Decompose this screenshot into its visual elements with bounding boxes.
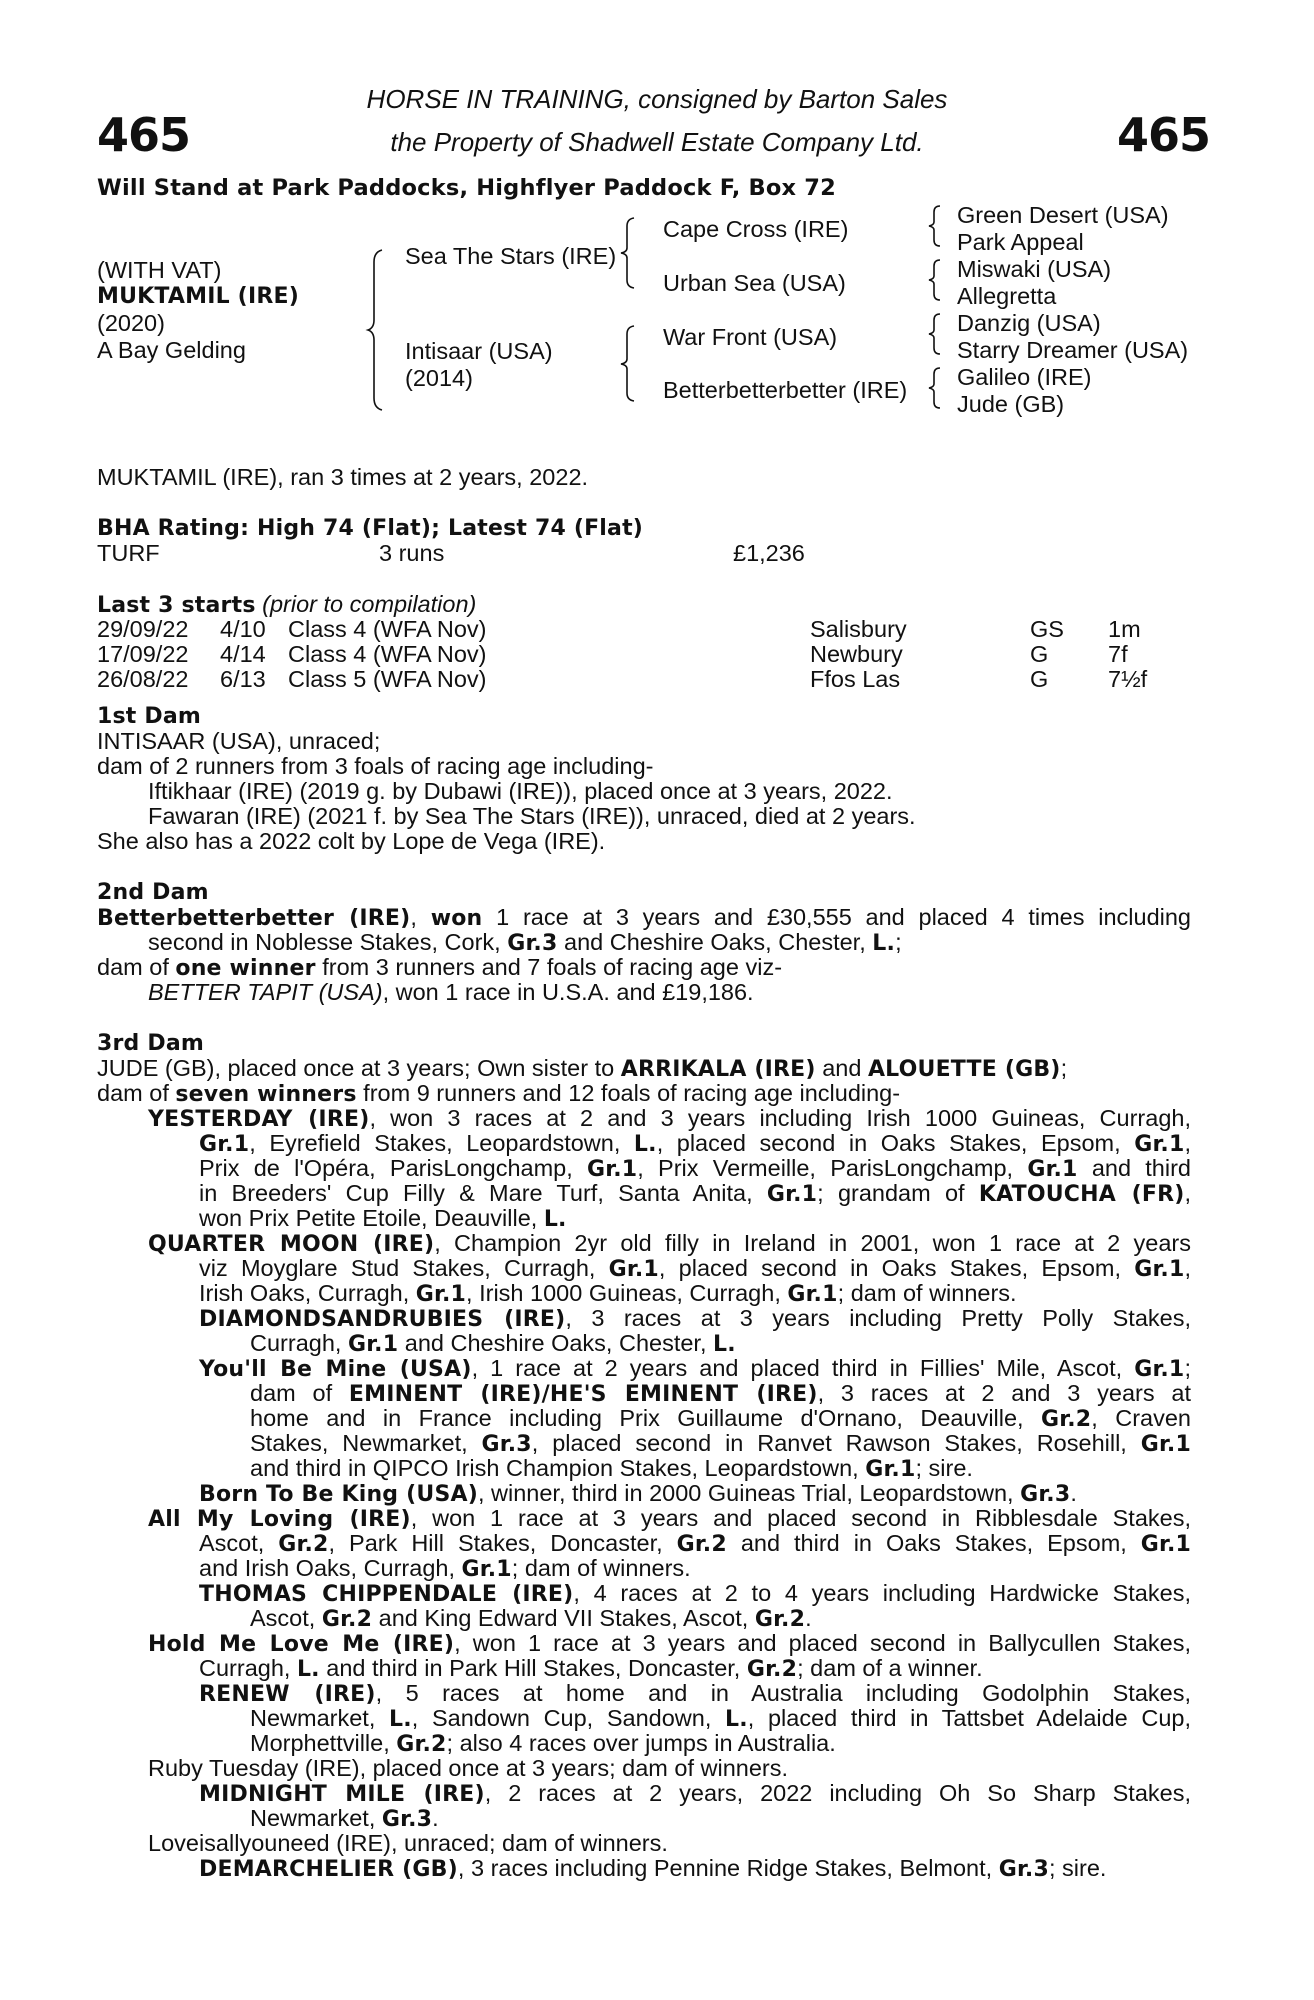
- start-course: Salisbury: [810, 616, 907, 642]
- produce-entry: Hold Me Love Me (IRE), won 1 race at 3 years and placed second in Ballycullen Stakes,: [148, 1630, 1192, 1657]
- start-race: Class 4 (WFA Nov): [288, 616, 487, 642]
- produce-entry: viz Moyglare Stud Stakes, Curragh, Gr.1, placed second in Oaks Stakes, Epsom, Gr.1,: [199, 1255, 1192, 1282]
- produce-entry: Newmarket, Gr.3.: [250, 1805, 439, 1832]
- last-starts-title: Last 3 starts: [97, 593, 256, 618]
- first-dam-line: She also has a 2022 colt by Lope de Vega (IRE).: [97, 828, 606, 854]
- pedigree-dam-year: (2014): [405, 365, 473, 391]
- pedigree-sire-dam: Urban Sea (USA): [663, 270, 846, 296]
- produce-entry: QUARTER MOON (IRE), Champion 2yr old filly in Ireland in 2001, won 1 race at 2 years: [148, 1230, 1191, 1257]
- start-date: 26/08/22: [97, 666, 189, 692]
- pedigree-brace-1: [370, 250, 390, 410]
- last-starts-heading: [97, 592, 476, 618]
- start-going: G: [1030, 666, 1049, 692]
- first-dam-foal: Fawaran (IRE) (2021 f. by Sea The Stars (IRE)), unraced, died at 2 years.: [148, 803, 916, 829]
- start-race: Class 5 (WFA Nov): [288, 666, 487, 692]
- third-dam-line: JUDE (GB), placed once at 3 years; Own sister to ARRIKALA (IRE) and ALOUETTE (GB);: [97, 1055, 1068, 1082]
- pedigree-brace-7: [930, 368, 950, 408]
- produce-entry: dam of EMINENT (IRE)/HE'S EMINENT (IRE), 3 races at 2 and 3 years at: [250, 1380, 1191, 1407]
- produce-entry: DIAMONDSANDRUBIES (IRE), 3 races at 3 years including Pretty Polly Stakes,: [199, 1305, 1191, 1332]
- rating-surface: TURF: [97, 540, 160, 566]
- pedigree-dam: Intisaar (USA): [405, 338, 553, 364]
- pedigree-sss: Green Desert (USA): [957, 202, 1169, 228]
- second-dam-heading: 2nd Dam: [97, 880, 209, 905]
- produce-entry: Gr.1, Eyrefield Stakes, Leopardstown, L., placed second in Oaks Stakes, Epsom, Gr.1,: [199, 1130, 1191, 1157]
- rating-runs: 3 runs: [379, 540, 445, 566]
- pedigree-brace-4: [930, 206, 950, 246]
- race-summary: MUKTAMIL (IRE), ran 3 times at 2 years, 2022.: [97, 464, 589, 490]
- pedigree-dds: Galileo (IRE): [957, 364, 1092, 390]
- pedigree-brace-2: [622, 218, 642, 288]
- produce-entry: YESTERDAY (IRE), won 3 races at 2 and 3 years including Irish 1000 Guineas, Curragh,: [148, 1105, 1191, 1132]
- horse-description: A Bay Gelding: [97, 337, 246, 363]
- second-dam-line: Betterbetterbetter (IRE), won 1 race at 3 years and £30,555 and placed 4 times including: [97, 904, 1191, 931]
- produce-entry: home and in France including Prix Guillaume d'Ornano, Deauville, Gr.2, Craven: [250, 1405, 1191, 1432]
- start-course: Ffos Las: [810, 666, 901, 692]
- second-dam-line: second in Noblesse Stakes, Cork, Gr.3 and Cheshire Oaks, Chester, L.;: [148, 929, 902, 956]
- pedigree-sire-sire: Cape Cross (IRE): [663, 216, 849, 242]
- vat-note: (WITH VAT): [97, 257, 222, 283]
- third-dam-heading: 3rd Dam: [97, 1031, 204, 1056]
- start-position: 4/10: [220, 616, 266, 642]
- first-dam-heading: 1st Dam: [97, 704, 202, 729]
- produce-entry: DEMARCHELIER (GB), 3 races including Pennine Ridge Stakes, Belmont, Gr.3; sire.: [199, 1855, 1107, 1882]
- start-position: 4/14: [220, 641, 266, 667]
- produce-entry: won Prix Petite Etoile, Deauville, L.: [199, 1205, 567, 1232]
- pedigree-brace-5: [930, 260, 950, 300]
- rating-earnings: £1,236: [733, 540, 805, 566]
- pedigree-dam-dam: Betterbetterbetter (IRE): [663, 377, 908, 403]
- pedigree-dsd: Starry Dreamer (USA): [957, 337, 1189, 363]
- produce-entry: Curragh, L. and third in Park Hill Stakes, Doncaster, Gr.2; dam of a winner.: [199, 1655, 983, 1682]
- first-dam-line: dam of 2 runners from 3 foals of racing age including-: [97, 753, 654, 779]
- pedigree-ssd: Park Appeal: [957, 229, 1084, 255]
- produce-entry: Ruby Tuesday (IRE), placed once at 3 years; dam of winners.: [148, 1755, 789, 1781]
- produce-entry: Ascot, Gr.2 and King Edward VII Stakes, Ascot, Gr.2.: [250, 1605, 812, 1632]
- consignor-line: HORSE IN TRAINING, consigned by Barton Sales: [366, 84, 948, 114]
- bha-rating: BHA Rating: High 74 (Flat); Latest 74 (Flat): [97, 516, 644, 541]
- pedigree-brace-6: [930, 314, 950, 354]
- start-going: GS: [1030, 616, 1064, 642]
- horse-year: (2020): [97, 310, 165, 336]
- produce-entry: Morphettville, Gr.2; also 4 races over jumps in Australia.: [250, 1730, 836, 1757]
- second-dam-line: dam of one winner from 3 runners and 7 foals of racing age viz-: [97, 954, 783, 981]
- produce-entry: You'll Be Mine (USA), 1 race at 2 years and placed third in Fillies' Mile, Ascot, Gr.1;: [199, 1355, 1191, 1382]
- horse-name: MUKTAMIL (IRE): [97, 284, 299, 309]
- pedigree-dam-sire: War Front (USA): [663, 324, 838, 350]
- pedigree-dss: Danzig (USA): [957, 310, 1101, 336]
- start-distance: 7f: [1108, 641, 1128, 667]
- first-dam-foal: Iftikhaar (IRE) (2019 g. by Dubawi (IRE)), placed once at 3 years, 2022.: [148, 778, 893, 804]
- second-dam-produce: BETTER TAPIT (USA), won 1 race in U.S.A. and £19,186.: [148, 979, 754, 1005]
- pedigree-brace-3: [622, 326, 642, 401]
- lot-number-left: 465: [97, 108, 191, 162]
- produce-entry: All My Loving (IRE), won 1 race at 3 years and placed second in Ribblesdale Stakes,: [148, 1505, 1192, 1532]
- produce-entry: and Irish Oaks, Curragh, Gr.1; dam of winners.: [199, 1555, 691, 1582]
- start-distance: 7½f: [1108, 666, 1148, 692]
- produce-entry: Prix de l'Opéra, ParisLongchamp, Gr.1, Prix Vermeille, ParisLongchamp, Gr.1 and third: [199, 1155, 1191, 1182]
- property-line: the Property of Shadwell Estate Company Ltd.: [390, 127, 924, 157]
- start-distance: 1m: [1108, 616, 1141, 642]
- produce-entry: Curragh, Gr.1 and Cheshire Oaks, Chester, L.: [250, 1330, 736, 1357]
- pedigree-sds: Miswaki (USA): [957, 256, 1112, 282]
- start-date: 17/09/22: [97, 641, 189, 667]
- produce-entry: MIDNIGHT MILE (IRE), 2 races at 2 years, 2022 including Oh So Sharp Stakes,: [199, 1780, 1192, 1807]
- lot-number-right: 465: [1117, 108, 1211, 162]
- produce-entry: Irish Oaks, Curragh, Gr.1, Irish 1000 Guineas, Curragh, Gr.1; dam of winners.: [199, 1280, 1017, 1307]
- produce-entry: Loveisallyouneed (IRE), unraced; dam of winners.: [148, 1830, 668, 1856]
- produce-entry: in Breeders' Cup Filly & Mare Turf, Santa Anita, Gr.1; grandam of KATOUCHA (FR),: [199, 1180, 1191, 1207]
- produce-entry: RENEW (IRE), 5 races at home and in Australia including Godolphin Stakes,: [199, 1680, 1191, 1707]
- last-starts-note: (prior to compilation): [262, 591, 477, 617]
- produce-entry: Newmarket, L., Sandown Cup, Sandown, L., placed third in Tattsbet Adelaide Cup,: [250, 1705, 1192, 1732]
- start-going: G: [1030, 641, 1049, 667]
- produce-entry: Ascot, Gr.2, Park Hill Stakes, Doncaster, Gr.2 and third in Oaks Stakes, Epsom, Gr.1: [199, 1530, 1192, 1557]
- third-dam-line: dam of seven winners from 9 runners and 12 foals of racing age including-: [97, 1080, 901, 1107]
- pedigree-ddd: Jude (GB): [957, 391, 1065, 417]
- produce-entry: Born To Be King (USA), winner, third in 2000 Guineas Trial, Leopardstown, Gr.3.: [199, 1480, 1077, 1507]
- stand-location: Will Stand at Park Paddocks, Highflyer Paddock F, Box 72: [97, 175, 836, 201]
- produce-entry: THOMAS CHIPPENDALE (IRE), 4 races at 2 to 4 years including Hardwicke Stakes,: [199, 1580, 1191, 1607]
- pedigree-sdd: Allegretta: [957, 283, 1057, 309]
- produce-entry: and third in QIPCO Irish Champion Stakes, Leopardstown, Gr.1; sire.: [250, 1455, 973, 1482]
- start-date: 29/09/22: [97, 616, 189, 642]
- first-dam-line: INTISAAR (USA), unraced;: [97, 728, 381, 754]
- start-course: Newbury: [810, 641, 903, 667]
- produce-entry: Stakes, Newmarket, Gr.3, placed second in Ranvet Rawson Stakes, Rosehill, Gr.1: [250, 1430, 1191, 1457]
- start-race: Class 4 (WFA Nov): [288, 641, 487, 667]
- start-position: 6/13: [220, 666, 266, 692]
- pedigree-sire: Sea The Stars (IRE): [405, 243, 617, 269]
